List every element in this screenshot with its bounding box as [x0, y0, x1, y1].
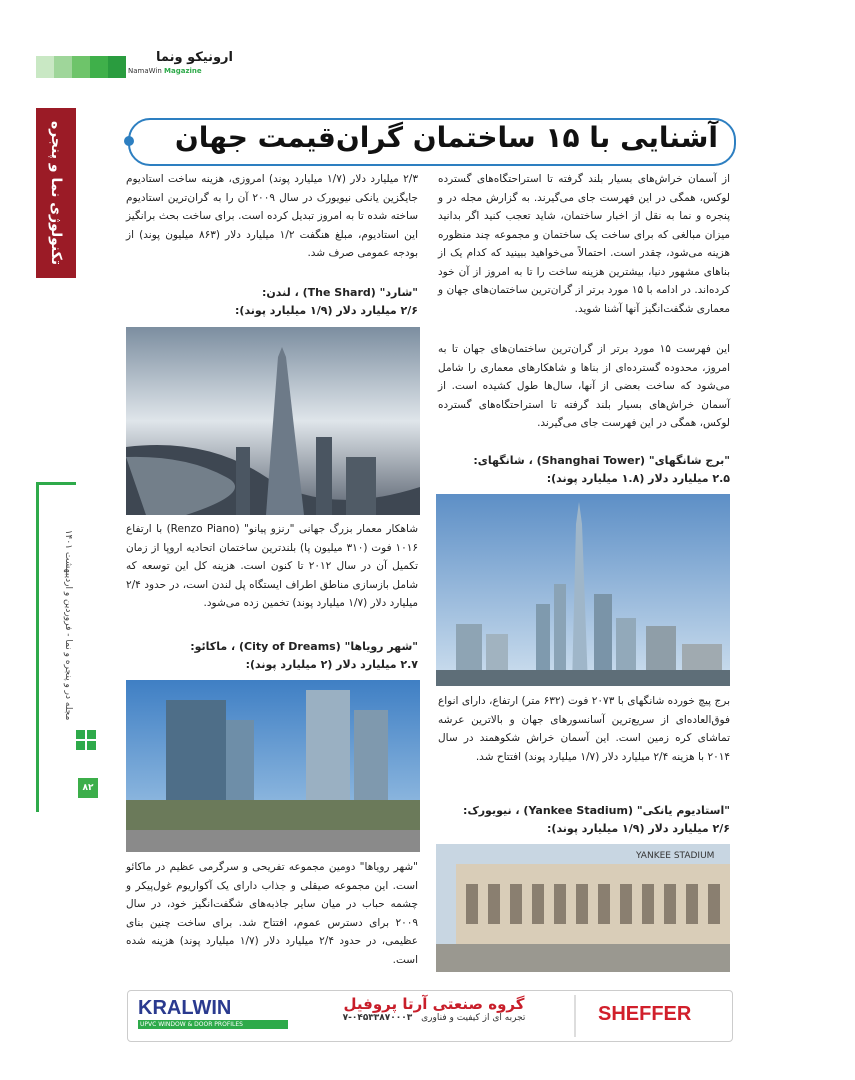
- shard-heading: "شارد" (The Shard) ، لندن: ۲/۶ میلیارد دلار (۱/۹ میلیارد پوند):: [235, 286, 418, 317]
- page-number: ۸۲: [78, 778, 98, 798]
- shanghai-body: برج پیچ خورده شانگهای با ۲۰۷۳ فوت (۶۳۲ متر) ارتفاع، دارای انواع فوق‌العاده‌ای از سریع‌ترین آسانسورهای جهان و بالاترین عرشه تماشای کره زمین است. این آسمان خراش شکوهمند در سال ۲۰۱۴ با هزینه ۲/۴ میلیارد دلار (۱/۷ میلیارد پوند) افتتاح شد.: [438, 695, 730, 763]
- sheffer-logo: SHEFFER: [598, 1003, 692, 1025]
- shanghai-tower-photo: [436, 494, 730, 686]
- shard-body: شاهکار معمار بزرگ جهانی "رنزو پیانو" (Renzo Piano) با ارتفاع ۱۰۱۶ فوت (۳۱۰ میلیون پا) بلندترین ساختمان اتحادیه اروپا از زمان تکمیل آن در سال ۲۰۱۲ تا کنون است. هزینه کل این توسعه که شامل بازسازی مناطق اطراف ایستگاه پل لندن است، در حدود ۲/۴ میلیارد دلار (۱/۷ میلیارد پوند) تخمین زده می‌شود.: [126, 523, 419, 609]
- kralwin-logo: KRALWIN UPVC WINDOW & DOOR PROFILES: [138, 997, 288, 1029]
- magazine-logo: [128, 50, 233, 82]
- stadium-sign: YANKEE STADIUM: [636, 851, 715, 861]
- issue-caption: مجله در و پنجره و نما - فروردین و اردیبهشت ۱۴۰۱: [63, 529, 73, 721]
- dreams-body: "شهر رویاها" دومین مجموعه تفریحی و سرگرمی عظیم در ماکائو است. این مجموعه صیقلی و جذاب دارای یک آکواریوم غول‌پیکر و چشمه حباب در میان سایر جاذبه‌های شگفت‌انگیز خود، در سال ۲۰۰۹ برای دسترس عموم، افتتاح شد. برای ساخت چنین بنای عظیمی، در حدود ۲/۴ میلیارد دلار (۱/۷ میلیارد پوند) هزینه شده است.: [126, 861, 419, 966]
- intro-paragraph: از آسمان خراش‌های بسیار بلند گرفته تا استراحتگاه‌های گسترده لوکس، همگی در این فهرست جای می‌گیرند. به گزارش مجله در و پنجره و نما به نقل از اخبار ساختمان، شاید تعجب کنید اگر بدانید میزان مبالغی که برای ساخت یک ساختمان و مجموعه چند منظوره هزینه می‌شود، چقدر است. احتمالاً می‌خواهید ببینید که کدام یک از بناهای مشهور دنیا، بیشترین هزینه ساخت را تا به امروز از آن خود کرده‌اند. در ادامه با ۱۵ مورد برتر از گران‌ترین ساختمان‌های جهان و معماری شگفت‌انگیز آنها آشنا شوید.: [438, 173, 730, 315]
- yankee-heading: "استادیوم یانکی" (Yankee Stadium) ، نیویورک: ۲/۶ میلیارد دلار (۱/۹ میلیارد پوند):: [463, 804, 730, 835]
- advertisement-banner[interactable]: [127, 990, 733, 1042]
- header-color-strip: [36, 56, 126, 78]
- dreams-heading: "شهر رویاها" (City of Dreams) ، ماکائو: ۲.۷ میلیارد دلار (۲ میلیارد پوند):: [190, 640, 418, 671]
- city-of-dreams-photo: [126, 680, 420, 852]
- side-divider-top: [36, 482, 76, 485]
- yankee-stadium-photo: [436, 844, 730, 972]
- article-title: آشنایی با ۱۵ ساختمان گران‌قیمت جهان: [174, 121, 718, 154]
- intro-paragraph-2: این فهرست ۱۵ مورد برتر از گران‌ترین ساختمان‌های جهان تا به امروز، محدوده گسترده‌ای از بناها و شاهکارهای معماری را شامل می‌شود که ساخت بعضی از آنها، سال‌ها طول کشیده است. از آسمان خراش‌های بسیار بلند گرفته تا استراحتگاه‌های گسترده لوکس، همگی در این فهرست جای می‌گیرند.: [438, 343, 730, 429]
- arta-profile-info: گروه صنعتی آرتا پروفیل تجربه ای از کیفیت و فناوری ۰۴۵۳۳۸۷۰۰۰۳-۷: [342, 995, 526, 1023]
- yankee-body: ۲/۳ میلیارد دلار (۱/۷ میلیارد پوند) امروزی، هزینه ساخت استادیوم جایگزین یانکی نیویورک در سال ۲۰۰۹ آن را به گران‌ترین استادیوم ساخته شده تا به امروز تبدیل کرده است. برای ساخت بحث برانگیز این استادیوم، مبلغ هنگفت ۱/۲ میلیارد دلار (۸۶۳ میلیون پوند) از بودجه عمومی صرف شد.: [126, 173, 418, 259]
- window-icon: [74, 728, 98, 752]
- section-tab: [36, 108, 76, 278]
- ad-tagline: تجربه ای از کیفیت و فناوری: [421, 1013, 526, 1023]
- ad-phone: ۰۴۵۳۳۸۷۰۰۰۳-۷: [342, 1013, 413, 1023]
- section-tab-label: تکنولوژی نما و پنجره: [48, 120, 64, 266]
- side-divider: [36, 482, 39, 812]
- logo-subtitle: NamaWin Magazine: [128, 67, 202, 75]
- the-shard-photo: [126, 327, 420, 515]
- logo-name: ارونیکو ونما: [155, 50, 233, 65]
- shanghai-heading: "برج شانگهای" (Shanghai Tower) ، شانگهای: ۲.۵ میلیارد دلار (۱.۸ میلیارد پوند):: [473, 454, 730, 485]
- ad-divider: [574, 995, 576, 1037]
